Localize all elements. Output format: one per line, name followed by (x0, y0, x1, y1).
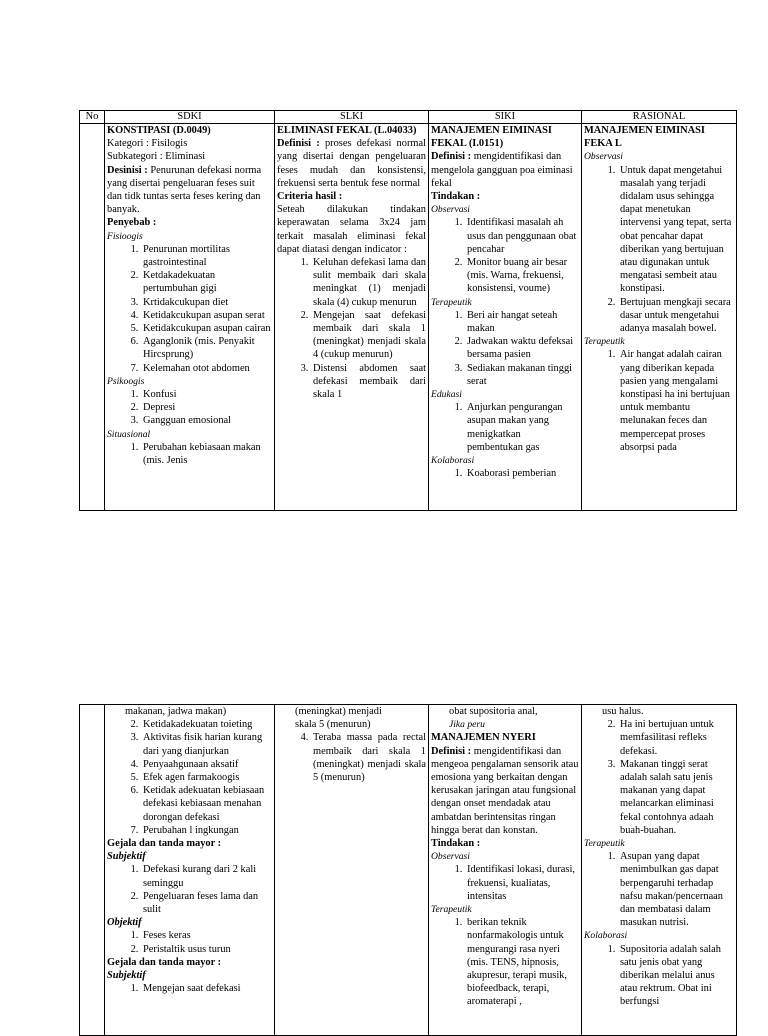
list-item: 5. Ketidakcukupan asupan cairan (141, 322, 272, 335)
observasi-heading: Observasi (431, 851, 470, 863)
terapeutik-list (584, 348, 734, 454)
cell-no (80, 705, 105, 1036)
terapeutik-heading: Terapeutik (584, 336, 625, 348)
situasional-heading: Situasional (107, 428, 151, 440)
nursing-care-table-page2 (79, 704, 737, 1036)
table-body-row (80, 705, 737, 1036)
list-item: 7. Kelemahan otot abdomen (141, 362, 272, 375)
observasi-heading: Observasi (584, 151, 623, 163)
definisi-label: Definisi : (431, 745, 472, 757)
kolaborasi-list (584, 943, 734, 1009)
intervention-title: MANAJEMEN NYERI (431, 732, 536, 744)
observasi-list (584, 164, 734, 336)
list-item: 2. Depresi (141, 401, 272, 414)
list-item: 2. Ketidakadekuatan toieting (141, 718, 272, 731)
list-item: 1. Beri air hangat seteah makan (465, 309, 579, 335)
list-item: 2. Mengejan saat defekasi membaik dari skala 1 (meningkat) menjadi skala 4 (cukup menurun) (311, 309, 426, 362)
list-item: 4. Teraba massa pada rectal membaik dari skala 1 (meningkat) menjadi skala 5 (menurun) (311, 731, 426, 784)
subjektif-heading-2: Subjektif (107, 970, 146, 982)
penyebab-heading: Penyebab : (107, 217, 157, 229)
list-item: 1. Supositoria adalah salah satu jenis obat yang diberikan melalui anus atau rektrum. Obat ini berfungsi (618, 943, 734, 1009)
cell-sdki (105, 124, 275, 511)
penyebab-list-cont (107, 718, 272, 837)
list-item: 3. Sediakan makanan tinggi serat (465, 362, 579, 388)
list-item: 1. Identifikasi lokasi, durasi, frekuensi, kualiatas, intensitas (465, 863, 579, 903)
fisiologis-heading: Fisioogis (107, 230, 143, 242)
desinisi-text: Penurunan defekasi norma yang disertai pengeluaran feses suit dan tidk tuntas serta feses kering dan banyak. (107, 164, 262, 216)
continued-text: obat supositoria anal, (449, 706, 538, 717)
definisi-text: mengidentifikasi dan mengeoa pengalaman sensorik atau emosiona yang berkaitan dengan kerusakan jaringan atau fungsional dengan onset mendadak atau ambatdan berintensitas ringan hingga berat dan konstan. (431, 745, 579, 836)
terapeutik-list (431, 309, 579, 388)
list-item: 1. berikan teknik nonfarmakologis untuk mengurangi rasa nyeri (mis. TENS, hipnosis, akupresur, terapi musik, biofeedback, terapi, aromaterapi , (465, 916, 579, 1008)
cell-siki (429, 124, 582, 511)
terapeutik-heading: Terapeutik (431, 296, 472, 308)
objektif-list (107, 929, 272, 955)
continued-text: (meningkat) menjadi (295, 706, 382, 717)
edukasi-list (431, 401, 579, 454)
list-item: 3. Aktivitas fisik harian kurang dari yang dianjurkan (141, 731, 272, 757)
cell-siki (429, 705, 582, 1036)
terapeutik-list (431, 916, 579, 1008)
list-item: 1. Koaborasi pemberian (465, 467, 579, 480)
tindakan-heading: Tindakan : (431, 191, 481, 203)
list-item: 3. Distensi abdomen saat defekasi membaik dari skala 1 (311, 362, 426, 402)
terapeutik-heading: Terapeutik (584, 838, 625, 850)
list-item: 2. Ketdakadekuatan pertumbuhan gigi (141, 269, 272, 295)
criteria-list (277, 256, 426, 401)
definisi-label: Definisi : (277, 138, 320, 150)
terapeutik-heading: Terapeutik (431, 904, 472, 916)
kolaborasi-heading: Kolaborasi (584, 930, 628, 942)
list-item: 5. Efek agen farmakoogis (141, 771, 272, 784)
continued-text: Jika peru (449, 719, 485, 731)
diagnosis-title: KONSTIPASI (D.0049) (107, 125, 211, 136)
criteria-list-cont (277, 731, 426, 784)
list-item: 1. Air hangat adalah cairan yang diberikan kepada pasien yang mengalami konstipasi ha ini bertujuan untuk membantu melunakan feces dan mempercepat proses absorpsi pada (618, 348, 734, 454)
situasional-list (107, 441, 272, 467)
fisiologis-list (107, 243, 272, 375)
kolaborasi-heading: Kolaborasi (431, 455, 475, 467)
subjektif-list-2 (107, 982, 272, 995)
list-item: 2. Bertujuan mengkaji secara dasar untuk mengetahui adanya masalah bowel. (618, 296, 734, 336)
kolaborasi-list (431, 467, 579, 480)
continued-text: usu halus. (602, 706, 644, 717)
subkategori-text: Subkategori : Eliminasi (107, 151, 206, 163)
cell-slki (275, 705, 429, 1036)
cell-slki (275, 124, 429, 511)
definisi-text: mengidentifikasi dan mengelola gangguan poa eiminasi fekal (431, 151, 573, 189)
list-item: 1. Identifikasi masalah ah usus dan penggunaan obat pencahar (465, 216, 579, 256)
objektif-heading: Objektif (107, 917, 142, 929)
header-sdki: SDKI (105, 111, 275, 124)
psikologis-list (107, 388, 272, 428)
continued-text: makanan, jadwa makan) (125, 706, 227, 717)
kategori-text: Kategori : Fisilogis (107, 138, 188, 150)
outcome-title: ELIMINASI FEKAL (L.04033) (277, 125, 417, 136)
gejala-mayor-heading: Gejala dan tanda mayor : (107, 838, 222, 850)
list-item: 1. Defekasi kurang dari 2 kali seminggu (141, 863, 272, 889)
cell-rasional (582, 124, 737, 511)
observasi-list (431, 863, 579, 903)
list-item: 4. Ketidakcukupan asupan serat (141, 309, 272, 322)
desinisi-label: Desinisi : (107, 164, 148, 176)
list-item: 6. Aganglonik (mis. Penyakit Hircsprung) (141, 335, 272, 361)
list-item: 1. Untuk dapat mengetahui masalah yang terjadi didalam usus sehingga dapat menetukan intervensi yang tepat, serta obat pencahar dapat diberikan yang bertujuan atau digunakan untuk mengatasi sembeit atau konstipasi. (618, 164, 734, 296)
list-item: 2. Monitor buang air besar (mis. Warna, frekuensi, konsistensi, voume) (465, 256, 579, 296)
list-item: 1. Konfusi (141, 388, 272, 401)
intervention-title: MANAJEMEN EIMINASI FEKAL (I.0151) (431, 125, 552, 150)
header-siki: SIKI (429, 111, 582, 124)
rationale-title: MANAJEMEN EIMINASI FEKA L (584, 125, 705, 150)
list-item: 3. Krtidakcukupan diet (141, 296, 272, 309)
rasional-list-cont (584, 718, 734, 837)
subjektif-list (107, 863, 272, 916)
list-item: 1. Keluhan defekasi lama dan sulit membaik dari skala meningkat (1) menjadi skala (4) cukup menurun (311, 256, 426, 309)
tindakan-heading: Tindakan : (431, 838, 481, 850)
subjektif-heading: Subjektif (107, 851, 146, 863)
header-rasional: RASIONAL (582, 111, 737, 124)
terapeutik-list (584, 850, 734, 929)
list-item: 7. Perubahan l ingkungan (141, 824, 272, 837)
list-item: 3. Makanan tinggi serat adalah salah satu jenis makanan yang dapat melancarkan eliminasi fekal contohnya adaah buah-buahan. (618, 758, 734, 837)
table-body-row (80, 124, 737, 511)
definisi-text: proses defekasi normal yang disertai dengan pengeluaran feses mudah dan konsistensi, frekuensi serta bentuk fese normal (277, 138, 426, 189)
table-header-row (80, 111, 737, 124)
gejala-mayor-heading-2: Gejala dan tanda mayor : (107, 956, 222, 968)
list-item: 1. Penurunan mortilitas gastrointestinal (141, 243, 272, 269)
psikologis-heading: Psikoogis (107, 375, 145, 387)
header-slki: SLKI (275, 111, 429, 124)
cell-rasional (582, 705, 737, 1036)
list-item: 1. Asupan yang dapat menimbulkan gas dapat berpengaruhi terhadap nafsu makan/pencernaan dan membatasi dalam masukan nutrisi. (618, 850, 734, 929)
nursing-care-table-page1 (79, 110, 737, 511)
criteria-text: Seteah dilakukan tindakan keperawatan selama 3x24 jam terkait masalah eliminasi fekal dapat diatasi dengan indicator : (277, 204, 426, 255)
list-item: 1. Anjurkan pengurangan asupan makan yang menigkatkan pembentukan gas (465, 401, 579, 454)
observasi-list (431, 216, 579, 295)
list-item: 1. Perubahan kebiasaan makan (mis. Jenis (141, 441, 272, 467)
edukasi-heading: Edukasi (431, 389, 462, 401)
criteria-heading: Criteria hasil : (277, 191, 343, 203)
list-item: 2. Jadwakan waktu defeksai bersama pasien (465, 335, 579, 361)
list-item: 2. Ha ini bertujuan untuk memfasilitasi refleks defekasi. (618, 718, 734, 758)
header-no: No (80, 111, 105, 124)
list-item: 1. Mengejan saat defekasi (141, 982, 272, 995)
cell-no (80, 124, 105, 511)
list-item: 1. Feses keras (141, 929, 272, 942)
list-item: 3. Gangguan emosional (141, 414, 272, 427)
cell-sdki (105, 705, 275, 1036)
list-item: 4. Penyaahgunaan aksatif (141, 758, 272, 771)
definisi-label: Definisi : (431, 151, 472, 163)
list-item: 2. Peristaltik usus turun (141, 943, 272, 956)
list-item: 2. Pengeluaran feses lama dan sulit (141, 890, 272, 916)
continued-text: skala 5 (menurun) (295, 719, 371, 731)
list-item: 6. Ketidak adekuatan kebiasaan defekasi kebiasaan menahan dorongan defekasi (141, 784, 272, 824)
observasi-heading: Observasi (431, 204, 470, 216)
